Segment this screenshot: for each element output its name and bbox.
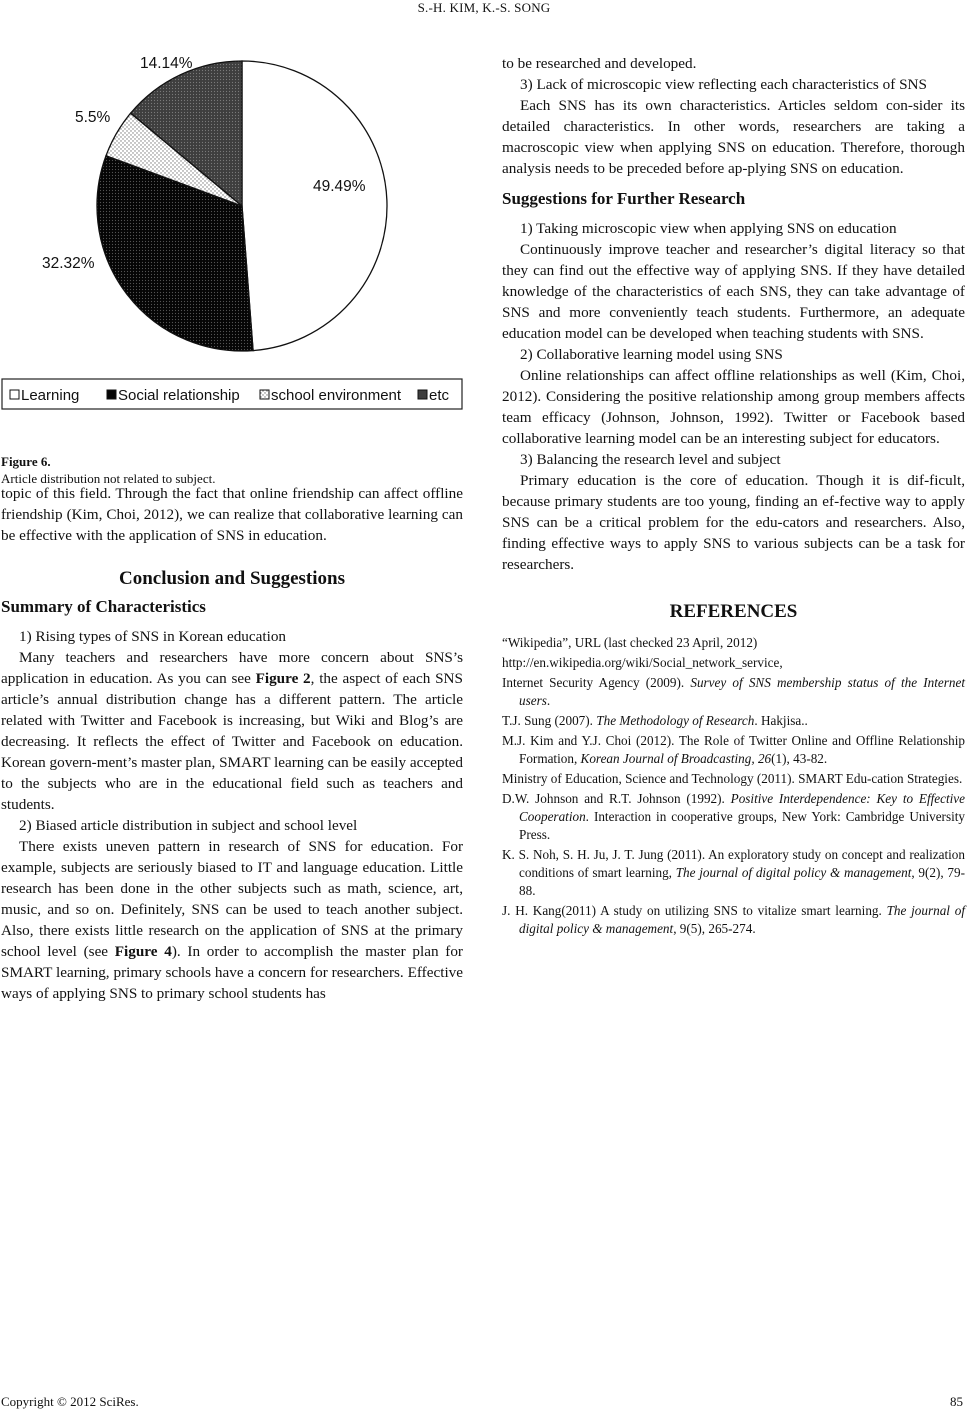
item3-paragraph: Each SNS has its own characteristics. Articles seldom con-sider its detailed characteristics. In other words, researchers are taking a macroscopic view when applying SNS on education. Therefore, thorough analysis needs to be preceded before ap-plying SNS on education. — [502, 97, 965, 177]
ref7-tail: , 9(2), 79-88. — [519, 865, 965, 898]
ref3-tail: . Hakjisa.. — [754, 713, 808, 728]
reference-url[interactable]: http://en.wikipedia.org/wiki/Social_network_service, — [502, 655, 783, 670]
legend-label-school-environment: school environment — [271, 387, 402, 404]
suggestion2-paragraph: Online relationships can affect offline relationships as well (Kim, Choi, 2012). Considering the positive relationship among group members affects team efficacy (Johnson, Johnson, 1992). Twitter or Facebook based collaborative learning model can be an interesting subject for educators. — [502, 367, 965, 447]
legend-label-etc: etc — [429, 387, 450, 404]
legend-swatch-learning — [10, 390, 19, 399]
ref4-authors: M.J. Kim and Y.J. Choi (2012). The Role of Twitter Online and Offline Relationship Formation, — [502, 733, 965, 766]
legend-label-social-relationship: Social relationship — [118, 387, 240, 404]
ref7-journal: The journal of digital policy & management — [675, 865, 912, 880]
pie-label-social-relationship: 32.32% — [42, 255, 95, 272]
legend-swatch-etc — [418, 390, 427, 399]
subsection-title-summary: Summary of Characteristics — [1, 597, 206, 616]
figure-4-ref[interactable]: Figure 4 — [114, 943, 172, 960]
figure-6-chart — [0, 36, 465, 450]
left-column — [1, 483, 463, 1004]
section-title-conclusion: Conclusion and Suggestions — [119, 568, 345, 589]
footer-copyright: Copyright © 2012 SciRes. — [1, 1394, 139, 1409]
running-head: S.-H. KIM, K.-S. SONG — [417, 0, 551, 15]
ref2-title: Survey of SNS membership status of the Internet users — [519, 675, 965, 708]
figure-2-ref[interactable]: Figure 2 — [255, 670, 311, 687]
reference-2 — [502, 674, 965, 710]
pie-label-etc: 14.14% — [140, 55, 193, 72]
ref2-authors: Internet Security Agency (2009). — [502, 675, 691, 690]
item1-text-b: , the aspect of each SNS article’s annual distribution change has a different pattern. The article related with Twitter and Facebook is increasing, but Wiki and Blog’s are decreasing. It reflects the effect of Twitter and Facebook on education. Korean govern-ment’s master plan, SMART learning can be easily accepted to the subjects who are in the educational field such as teachers and students. — [1, 670, 463, 813]
ref4-journal: Korean Journal of Broadcasting, 26 — [580, 751, 772, 766]
item2-paragraph — [1, 836, 463, 1004]
figure-caption — [1, 453, 461, 487]
references-list — [502, 634, 965, 938]
pie-label-learning: 49.49% — [313, 178, 366, 195]
pie-label-school-environment: 5.5% — [75, 109, 111, 126]
item1-text-a: Many teachers and researchers have more concern about SNS’s application in education. As you can see — [1, 649, 463, 687]
figure-caption-text: Article distribution not related to subject. — [1, 471, 216, 486]
suggestion1-paragraph: Continuously improve teacher and researcher’s digital literacy so that they can find out the effective way of applying SNS. If they have detailed knowledge of the characteristics of each SNS, they can take advantage of SNS and more conveniently teach students. Furthermore, an adequate education model can be developed when teaching students with SNS. — [502, 241, 965, 342]
pie-slices — [97, 61, 387, 351]
ref3-authors: T.J. Sung (2007). — [502, 713, 597, 728]
item3-title: 3) Lack of microscopic view reflecting each characteristics of SNS — [520, 76, 927, 93]
legend-swatch-social-relationship — [107, 390, 116, 399]
reference-4 — [502, 732, 965, 768]
reference-3 — [502, 712, 965, 730]
continued-paragraph: to be researched and developed. — [502, 55, 697, 72]
figure-label: Figure 6. — [1, 454, 51, 469]
suggestion3-title: 3) Balancing the research level and subject — [520, 451, 781, 468]
chart-legend — [2, 379, 462, 409]
item2-title: 2) Biased article distribution in subject and school level — [19, 817, 358, 834]
item2-text-a: There exists uneven pattern in research of SNS for education. For example, subjects are seriously biased to IT and language education. Little research has been done in the other subjects such as math, science, art, music, and so on. Definitely, SNS can be used to teach another subject. Also, there exists little research on the application of SNS at the primary school level (see — [1, 838, 463, 960]
ref3-title: The Methodology of Research — [596, 713, 755, 728]
ref6-tail: . Interaction in cooperative groups, New York: Cambridge University Press. — [519, 809, 965, 842]
reference-5: Ministry of Education, Science and Technology (2011). SMART Edu-cation Strategies. — [502, 771, 963, 786]
ref4-tail: (1), 43-82. — [771, 751, 828, 766]
references-title: REFERENCES — [669, 601, 798, 622]
intro-paragraph: topic of this field. Through the fact that online friendship can affect offline friendship (Kim, Choi, 2012), we can realize that collaborative learning can be effective with the application of SNS in education. — [1, 485, 463, 544]
ref8-tail: , 9(5), 265-274. — [673, 921, 756, 936]
pie-slice-learning — [242, 61, 387, 351]
ref8-authors: J. H. Kang(2011) A study on utilizing SNS to vitalize smart learning. — [502, 903, 887, 918]
ref6-title: Positive Interdependence: Key to Effective Cooperation — [519, 791, 966, 824]
reference-8 — [502, 902, 965, 938]
page-number: 85 — [950, 1394, 963, 1409]
item1-title: 1) Rising types of SNS in Korean education — [19, 628, 287, 645]
suggestion3-paragraph: Primary education is the core of education. Though it is dif-ficult, because primary students are too young, finding an ef-fective way to apply SNS can be a critical problem for the edu-cators and researchers. Also, finding effective ways to apply SNS to various subjects can be a task for researchers. — [502, 472, 965, 573]
reference-7 — [502, 846, 965, 900]
suggestion2-title: 2) Collaborative learning model using SNS — [520, 346, 783, 363]
pie-chart-svg — [0, 36, 465, 450]
legend-swatch-school-environment — [260, 390, 269, 399]
item2-text-b: ). In order to accomplish the master plan for SMART learning, primary schools have a concern for researchers. Effective ways of applying SNS to primary school students has — [1, 943, 463, 1002]
reference-1: “Wikipedia”, URL (last checked 23 April, 2012) — [502, 635, 758, 650]
ref2-tail: . — [546, 693, 551, 708]
ref8-journal: The journal of digital policy & management — [519, 903, 965, 936]
subsection-title-suggestions: Suggestions for Further Research — [502, 189, 746, 208]
ref7-authors: K. S. Noh, S. H. Ju, J. T. Jung (2011). An exploratory study on concept and realization conditions of smart learning, — [502, 847, 965, 880]
suggestion1-title: 1) Taking microscopic view when applying SNS on education — [520, 220, 897, 237]
item1-paragraph — [1, 647, 463, 815]
right-column — [502, 53, 965, 940]
legend-label-learning: Learning — [21, 387, 80, 404]
ref6-authors: D.W. Johnson and R.T. Johnson (1992). — [502, 791, 731, 806]
reference-6 — [502, 790, 965, 844]
